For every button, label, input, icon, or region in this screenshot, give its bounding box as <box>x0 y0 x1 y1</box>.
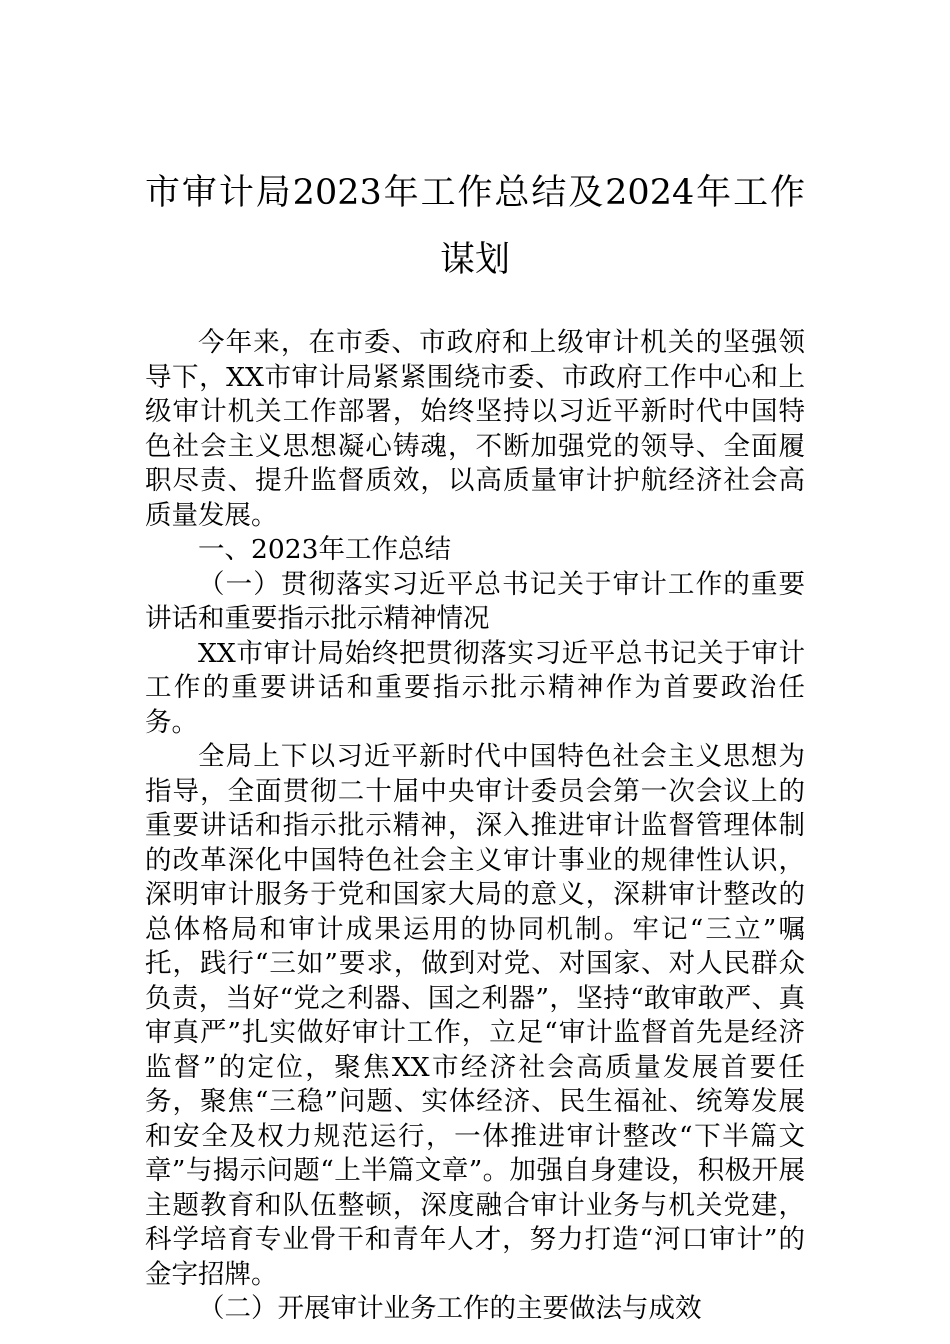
subsection-heading-1: （一）贯彻落实习近平总书记关于审计工作的重要讲话和重要指示批示精神情况 <box>145 568 805 634</box>
document-body <box>145 326 805 1327</box>
subsection-heading-2: （二）开展审计业务工作的主要做法与成效 <box>198 1293 702 1324</box>
section-heading-1: 一、2023年工作总结 <box>198 534 451 565</box>
intro-paragraph: 今年来，在市委、市政府和上级审计机关的坚强领导下，XX市审计局紧紧围绕市委、市政府工作中心和上级审计机关工作部署，始终坚持以习近平新时代中国特色社会主义思想凝心铸魂，不断加强党的领导、全面履职尽责、提升监督质效，以高质量审计护航经济社会高质量发展。 <box>145 327 805 531</box>
body-paragraph: XX市审计局始终把贯彻落实习近平总书记关于审计工作的重要讲话和重要指示批示精神作为首要政治任务。 <box>145 637 805 738</box>
body-paragraph: 全局上下以习近平新时代中国特色社会主义思想为指导，全面贯彻二十届中央审计委员会第一次会议上的重要讲话和指示批示精神，深入推进审计监督管理体制的改革深化中国特色社会主义审计事业的规律性认识，深明审计服务于党和国家大局的意义，深耕审计整改的总体格局和审计成果运用的协同机制。牢记“三立”嘱托，践行“三如”要求，做到对党、对国家、对人民群众负责，当好“党之利器、国之利器”，坚持“敢审敢严、真审真严”扎实做好审计工作，立足“审计监督首先是经济监督”的定位，聚焦XX市经济社会高质量发展首要任务，聚焦“三稳”问题、实体经济、民生福祉、统筹发展和安全及权力规范运行，一体推进审计整改“下半篇文章”与揭示问题“上半篇文章”。加强自身建设，积极开展主题教育和队伍整顿，深度融合审计业务与机关党建，科学培育专业骨干和青年人才，努力打造“河口审计”的金字招牌。 <box>145 741 805 1290</box>
document-title: 市审计局2023年工作总结及2024年工作谋划 <box>145 173 805 280</box>
